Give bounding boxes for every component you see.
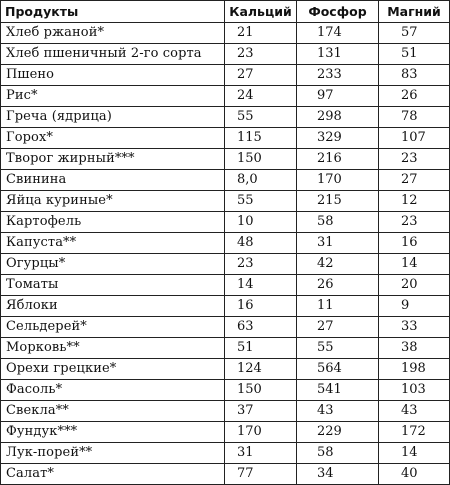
cell-magnesium: 57 — [379, 23, 450, 44]
cell-calcium: 115 — [225, 128, 297, 149]
table-body — [1, 23, 450, 485]
table-row — [1, 170, 450, 191]
cell-calcium: 170 — [225, 422, 297, 443]
cell-magnesium: 40 — [379, 464, 450, 485]
cell-magnesium: 107 — [379, 128, 450, 149]
cell-calcium: 150 — [225, 149, 297, 170]
cell-phosphorus: 329 — [297, 128, 379, 149]
cell-product-name: Морковь** — [1, 338, 225, 359]
table-row — [1, 296, 450, 317]
cell-phosphorus: 58 — [297, 443, 379, 464]
cell-magnesium: 16 — [379, 233, 450, 254]
cell-phosphorus: 97 — [297, 86, 379, 107]
cell-phosphorus: 298 — [297, 107, 379, 128]
cell-phosphorus: 43 — [297, 401, 379, 422]
header-row — [1, 1, 450, 23]
cell-product-name: Орехи грецкие* — [1, 359, 225, 380]
cell-phosphorus: 11 — [297, 296, 379, 317]
cell-product-name: Капуста** — [1, 233, 225, 254]
cell-calcium: 8,0 — [225, 170, 297, 191]
table-row — [1, 128, 450, 149]
table-row — [1, 44, 450, 65]
cell-phosphorus: 170 — [297, 170, 379, 191]
header-phosphorus: Фосфор — [297, 1, 379, 23]
table-row — [1, 359, 450, 380]
cell-magnesium: 78 — [379, 107, 450, 128]
cell-calcium: 37 — [225, 401, 297, 422]
cell-phosphorus: 131 — [297, 44, 379, 65]
table-row — [1, 23, 450, 44]
cell-calcium: 63 — [225, 317, 297, 338]
cell-calcium: 51 — [225, 338, 297, 359]
cell-calcium: 55 — [225, 107, 297, 128]
cell-product-name: Огурцы* — [1, 254, 225, 275]
cell-calcium: 16 — [225, 296, 297, 317]
header-magnesium: Магний — [379, 1, 450, 23]
cell-magnesium: 27 — [379, 170, 450, 191]
cell-magnesium: 14 — [379, 443, 450, 464]
cell-product-name: Свекла** — [1, 401, 225, 422]
cell-phosphorus: 55 — [297, 338, 379, 359]
cell-magnesium: 51 — [379, 44, 450, 65]
cell-product-name: Греча (ядрица) — [1, 107, 225, 128]
cell-product-name: Картофель — [1, 212, 225, 233]
cell-calcium: 77 — [225, 464, 297, 485]
cell-phosphorus: 541 — [297, 380, 379, 401]
cell-calcium: 55 — [225, 191, 297, 212]
cell-product-name: Фасоль* — [1, 380, 225, 401]
cell-phosphorus: 215 — [297, 191, 379, 212]
header-products: Продукты — [1, 1, 225, 23]
cell-magnesium: 172 — [379, 422, 450, 443]
cell-product-name: Горох* — [1, 128, 225, 149]
table-row — [1, 254, 450, 275]
cell-product-name: Томаты — [1, 275, 225, 296]
cell-product-name: Хлеб ржаной* — [1, 23, 225, 44]
table-row — [1, 65, 450, 86]
cell-phosphorus: 564 — [297, 359, 379, 380]
cell-magnesium: 83 — [379, 65, 450, 86]
cell-magnesium: 12 — [379, 191, 450, 212]
cell-product-name: Яйца куриные* — [1, 191, 225, 212]
table-row — [1, 401, 450, 422]
cell-phosphorus: 26 — [297, 275, 379, 296]
cell-calcium: 150 — [225, 380, 297, 401]
cell-calcium: 27 — [225, 65, 297, 86]
cell-phosphorus: 58 — [297, 212, 379, 233]
cell-phosphorus: 216 — [297, 149, 379, 170]
table-row — [1, 380, 450, 401]
table-row — [1, 443, 450, 464]
table-header — [1, 1, 450, 23]
cell-magnesium: 38 — [379, 338, 450, 359]
table-row — [1, 233, 450, 254]
table-row — [1, 107, 450, 128]
cell-calcium: 21 — [225, 23, 297, 44]
cell-product-name: Хлеб пшеничный 2-го сорта — [1, 44, 225, 65]
table-row — [1, 422, 450, 443]
cell-product-name: Лук-порей** — [1, 443, 225, 464]
cell-calcium: 31 — [225, 443, 297, 464]
cell-magnesium: 198 — [379, 359, 450, 380]
cell-magnesium: 20 — [379, 275, 450, 296]
cell-product-name: Пшено — [1, 65, 225, 86]
cell-magnesium: 43 — [379, 401, 450, 422]
table-row — [1, 464, 450, 485]
cell-calcium: 23 — [225, 44, 297, 65]
cell-product-name: Салат* — [1, 464, 225, 485]
cell-phosphorus: 34 — [297, 464, 379, 485]
cell-product-name: Свинина — [1, 170, 225, 191]
cell-calcium: 124 — [225, 359, 297, 380]
cell-product-name: Рис* — [1, 86, 225, 107]
cell-calcium: 48 — [225, 233, 297, 254]
cell-product-name: Сельдерей* — [1, 317, 225, 338]
cell-calcium: 23 — [225, 254, 297, 275]
cell-magnesium: 26 — [379, 86, 450, 107]
cell-calcium: 24 — [225, 86, 297, 107]
cell-phosphorus: 174 — [297, 23, 379, 44]
cell-phosphorus: 31 — [297, 233, 379, 254]
table-row — [1, 191, 450, 212]
cell-calcium: 10 — [225, 212, 297, 233]
cell-product-name: Творог жирный*** — [1, 149, 225, 170]
table-row — [1, 275, 450, 296]
table-row — [1, 212, 450, 233]
cell-magnesium: 103 — [379, 380, 450, 401]
cell-magnesium: 33 — [379, 317, 450, 338]
cell-phosphorus: 229 — [297, 422, 379, 443]
cell-magnesium: 9 — [379, 296, 450, 317]
header-calcium: Кальций — [225, 1, 297, 23]
cell-phosphorus: 233 — [297, 65, 379, 86]
cell-magnesium: 23 — [379, 212, 450, 233]
table-row — [1, 317, 450, 338]
cell-phosphorus: 42 — [297, 254, 379, 275]
cell-product-name: Яблоки — [1, 296, 225, 317]
cell-magnesium: 23 — [379, 149, 450, 170]
cell-magnesium: 14 — [379, 254, 450, 275]
cell-product-name: Фундук*** — [1, 422, 225, 443]
cell-calcium: 14 — [225, 275, 297, 296]
table-row — [1, 338, 450, 359]
table-row — [1, 86, 450, 107]
table-row — [1, 149, 450, 170]
cell-phosphorus: 27 — [297, 317, 379, 338]
